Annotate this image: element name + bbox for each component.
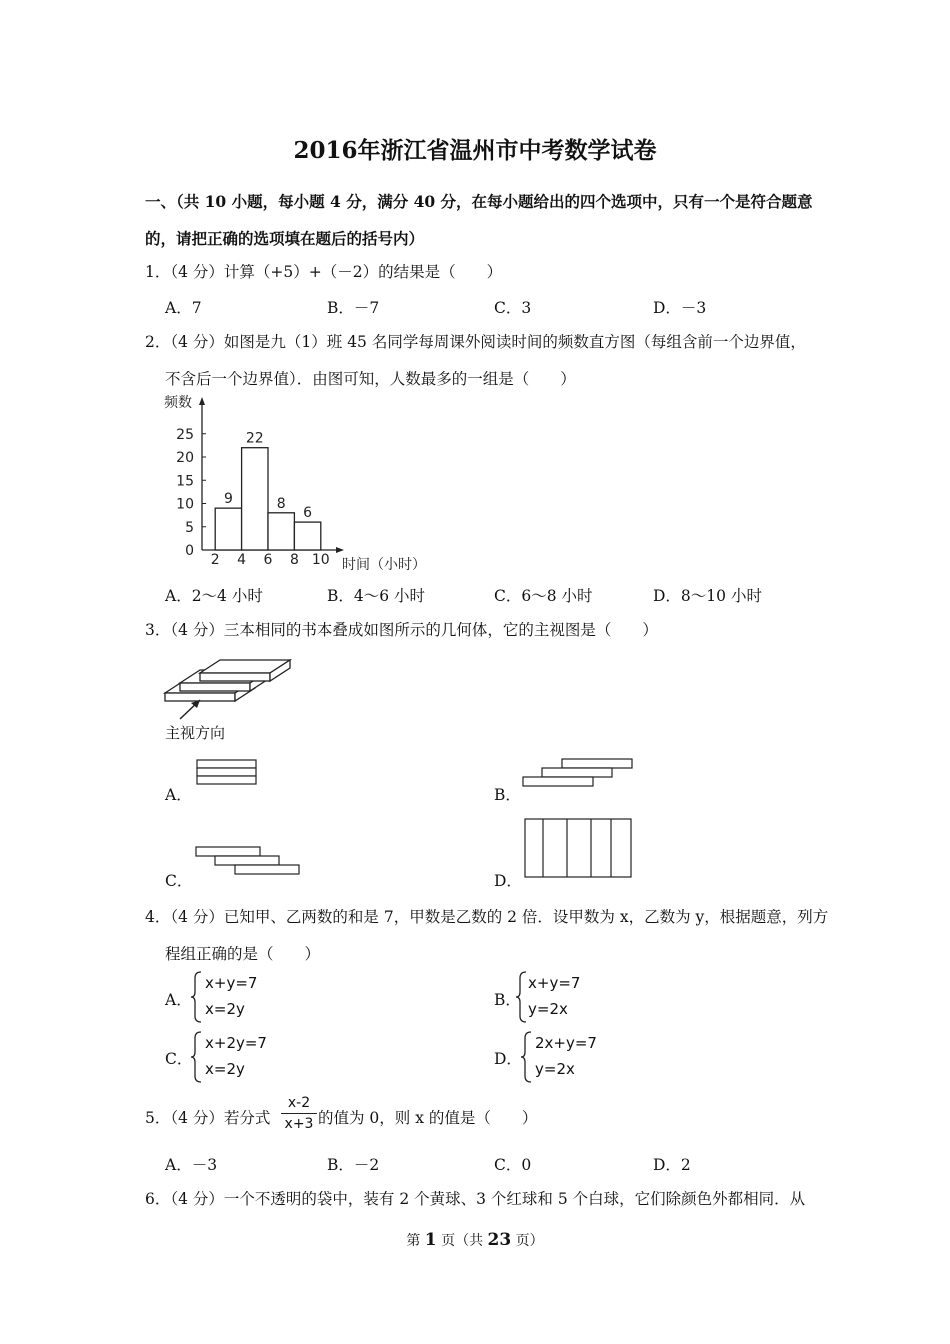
section-header-line2: 的，请把正确的选项填在题后的括号内） (145, 229, 425, 248)
question-5-prefix: 5．（4 分）若分式 (145, 1109, 271, 1127)
footer-middle: 页（共 (436, 1233, 488, 1249)
x-axis-arrow (336, 547, 344, 553)
q5-option-a: A．－3 (165, 1156, 218, 1174)
y-axis-title: 频数 (164, 395, 192, 411)
q4-d-eq2: y=2x (535, 1060, 575, 1078)
x-tick-label: 6 (263, 552, 273, 568)
footer-page-number: 1 (424, 1230, 437, 1250)
q3-option-c-figure (195, 845, 301, 877)
bar-value-label: 22 (245, 430, 264, 447)
q4-b-eq2: y=2x (528, 1000, 568, 1018)
q2-option-d: D．8～10 小时 (653, 587, 762, 605)
bar-value-label: 8 (276, 495, 286, 512)
q1-option-b: B．－7 (327, 299, 380, 317)
q3-option-a-label: A． (165, 786, 192, 804)
q2-option-b: B．4～6 小时 (327, 587, 426, 605)
question-2-line2: 不含后一个边界值）．由图可知，人数最多的一组是（ ） (165, 370, 576, 388)
q4-option-b-label: B． (494, 991, 521, 1009)
y-tick-label: 5 (185, 519, 194, 536)
q4-option-a-brace (190, 970, 204, 1024)
histogram-bar (294, 522, 320, 550)
x-tick-label: 8 (289, 552, 299, 568)
footer-prefix: 第 (406, 1233, 425, 1249)
q4-option-c-label: C． (165, 1050, 193, 1068)
question-2-line1: 2．（4 分）如图是九（1）班 45 名同学每周课外阅读时间的频数直方图（每组含前一个边界值， (145, 333, 806, 351)
q4-c-eq2: x=2y (205, 1060, 245, 1078)
q3-option-a-figure (196, 758, 258, 788)
question-4-line2: 程组正确的是（ ） (165, 945, 321, 963)
footer-suffix: 页） (511, 1233, 544, 1249)
fraction-bar (281, 1113, 317, 1114)
q5-numerator: x-2 (287, 1095, 311, 1111)
q1-option-d: D．－3 (653, 299, 707, 317)
q4-option-c-brace (190, 1030, 204, 1084)
section-header-line1: 一、（共 10 小题，每小题 4 分，满分 40 分，在每小题给出的四个选项中，只有一个是符合题意 (145, 192, 813, 211)
q1-option-a: A．7 (165, 299, 202, 317)
q4-a-eq2: x=2y (205, 1000, 245, 1018)
y-tick-label: 15 (176, 473, 194, 490)
x-tick-label: 4 (237, 552, 247, 568)
q5-fraction (281, 1094, 317, 1133)
y-tick-label: 20 (176, 450, 194, 466)
q2-option-c: C．6～8 小时 (494, 587, 593, 605)
footer-total-pages: 23 (487, 1230, 512, 1250)
x-axis-title: 时间（小时） (342, 557, 426, 573)
q5-denominator: x+3 (284, 1116, 314, 1132)
q2-option-a: A．2～4 小时 (165, 587, 263, 605)
q3-option-d-figure (523, 817, 633, 879)
histogram-bar (215, 508, 241, 550)
q4-option-d-system (535, 1030, 597, 1082)
page-title: 2016年浙江省温州市中考数学试卷 (293, 137, 657, 164)
question-5-suffix: 的值为 0，则 x 的值是（ ） (318, 1109, 538, 1127)
q1-option-c: C．3 (494, 299, 532, 317)
y-tick-label: 0 (185, 543, 194, 559)
q4-option-b-brace (515, 970, 529, 1024)
histogram-chart (160, 393, 460, 578)
q5-option-c: C．0 (494, 1156, 532, 1174)
bar-value-label: 6 (303, 505, 313, 522)
q4-option-c-system (205, 1030, 267, 1082)
y-tick-label: 10 (176, 496, 194, 513)
q4-option-a-system (205, 970, 257, 1022)
q4-option-a-label: A． (165, 991, 192, 1009)
question-3-text: 3．（4 分）三本相同的书本叠成如图所示的几何体，它的主视图是（ ） (145, 621, 658, 639)
q4-b-eq1: x+y=7 (528, 974, 581, 992)
bar-value-label: 9 (223, 491, 233, 508)
question-6-text: 6．（4 分）一个不透明的袋中，装有 2 个黄球、3 个红球和 5 个白球，它们除颜色外都相同．从 (145, 1190, 806, 1208)
page-footer (0, 1230, 950, 1250)
q3-option-d-label: D． (494, 872, 522, 890)
y-tick-label: 25 (176, 426, 194, 443)
q4-option-d-label: D． (494, 1050, 522, 1068)
question-4-line1: 4．（4 分）已知甲、乙两数的和是 7，甲数是乙数的 2 倍．设甲数为 x，乙数为 y，根据题意，列方 (145, 908, 829, 926)
histogram-bar (242, 448, 268, 550)
front-view-label: 主视方向 (165, 724, 226, 742)
q3-option-b-label: B． (494, 786, 521, 804)
q4-c-eq1: x+2y=7 (205, 1034, 267, 1052)
q3-option-b-figure (522, 757, 634, 789)
question-1-text: 1．（4 分）计算（+5）+（－2）的结果是（ ） (145, 263, 503, 281)
x-tick-label: 2 (210, 552, 220, 568)
y-axis-arrow (199, 397, 205, 405)
q4-d-eq1: 2x+y=7 (535, 1034, 597, 1052)
q4-option-d-brace (520, 1030, 534, 1084)
q4-a-eq1: x+y=7 (205, 974, 258, 992)
q5-option-b: B．－2 (327, 1156, 380, 1174)
q3-option-c-label: C． (165, 872, 193, 890)
q4-option-b-system (528, 970, 580, 1022)
histogram-bar (268, 513, 294, 550)
q5-option-d: D．2 (653, 1156, 691, 1174)
x-tick-label: 10 (311, 552, 330, 568)
